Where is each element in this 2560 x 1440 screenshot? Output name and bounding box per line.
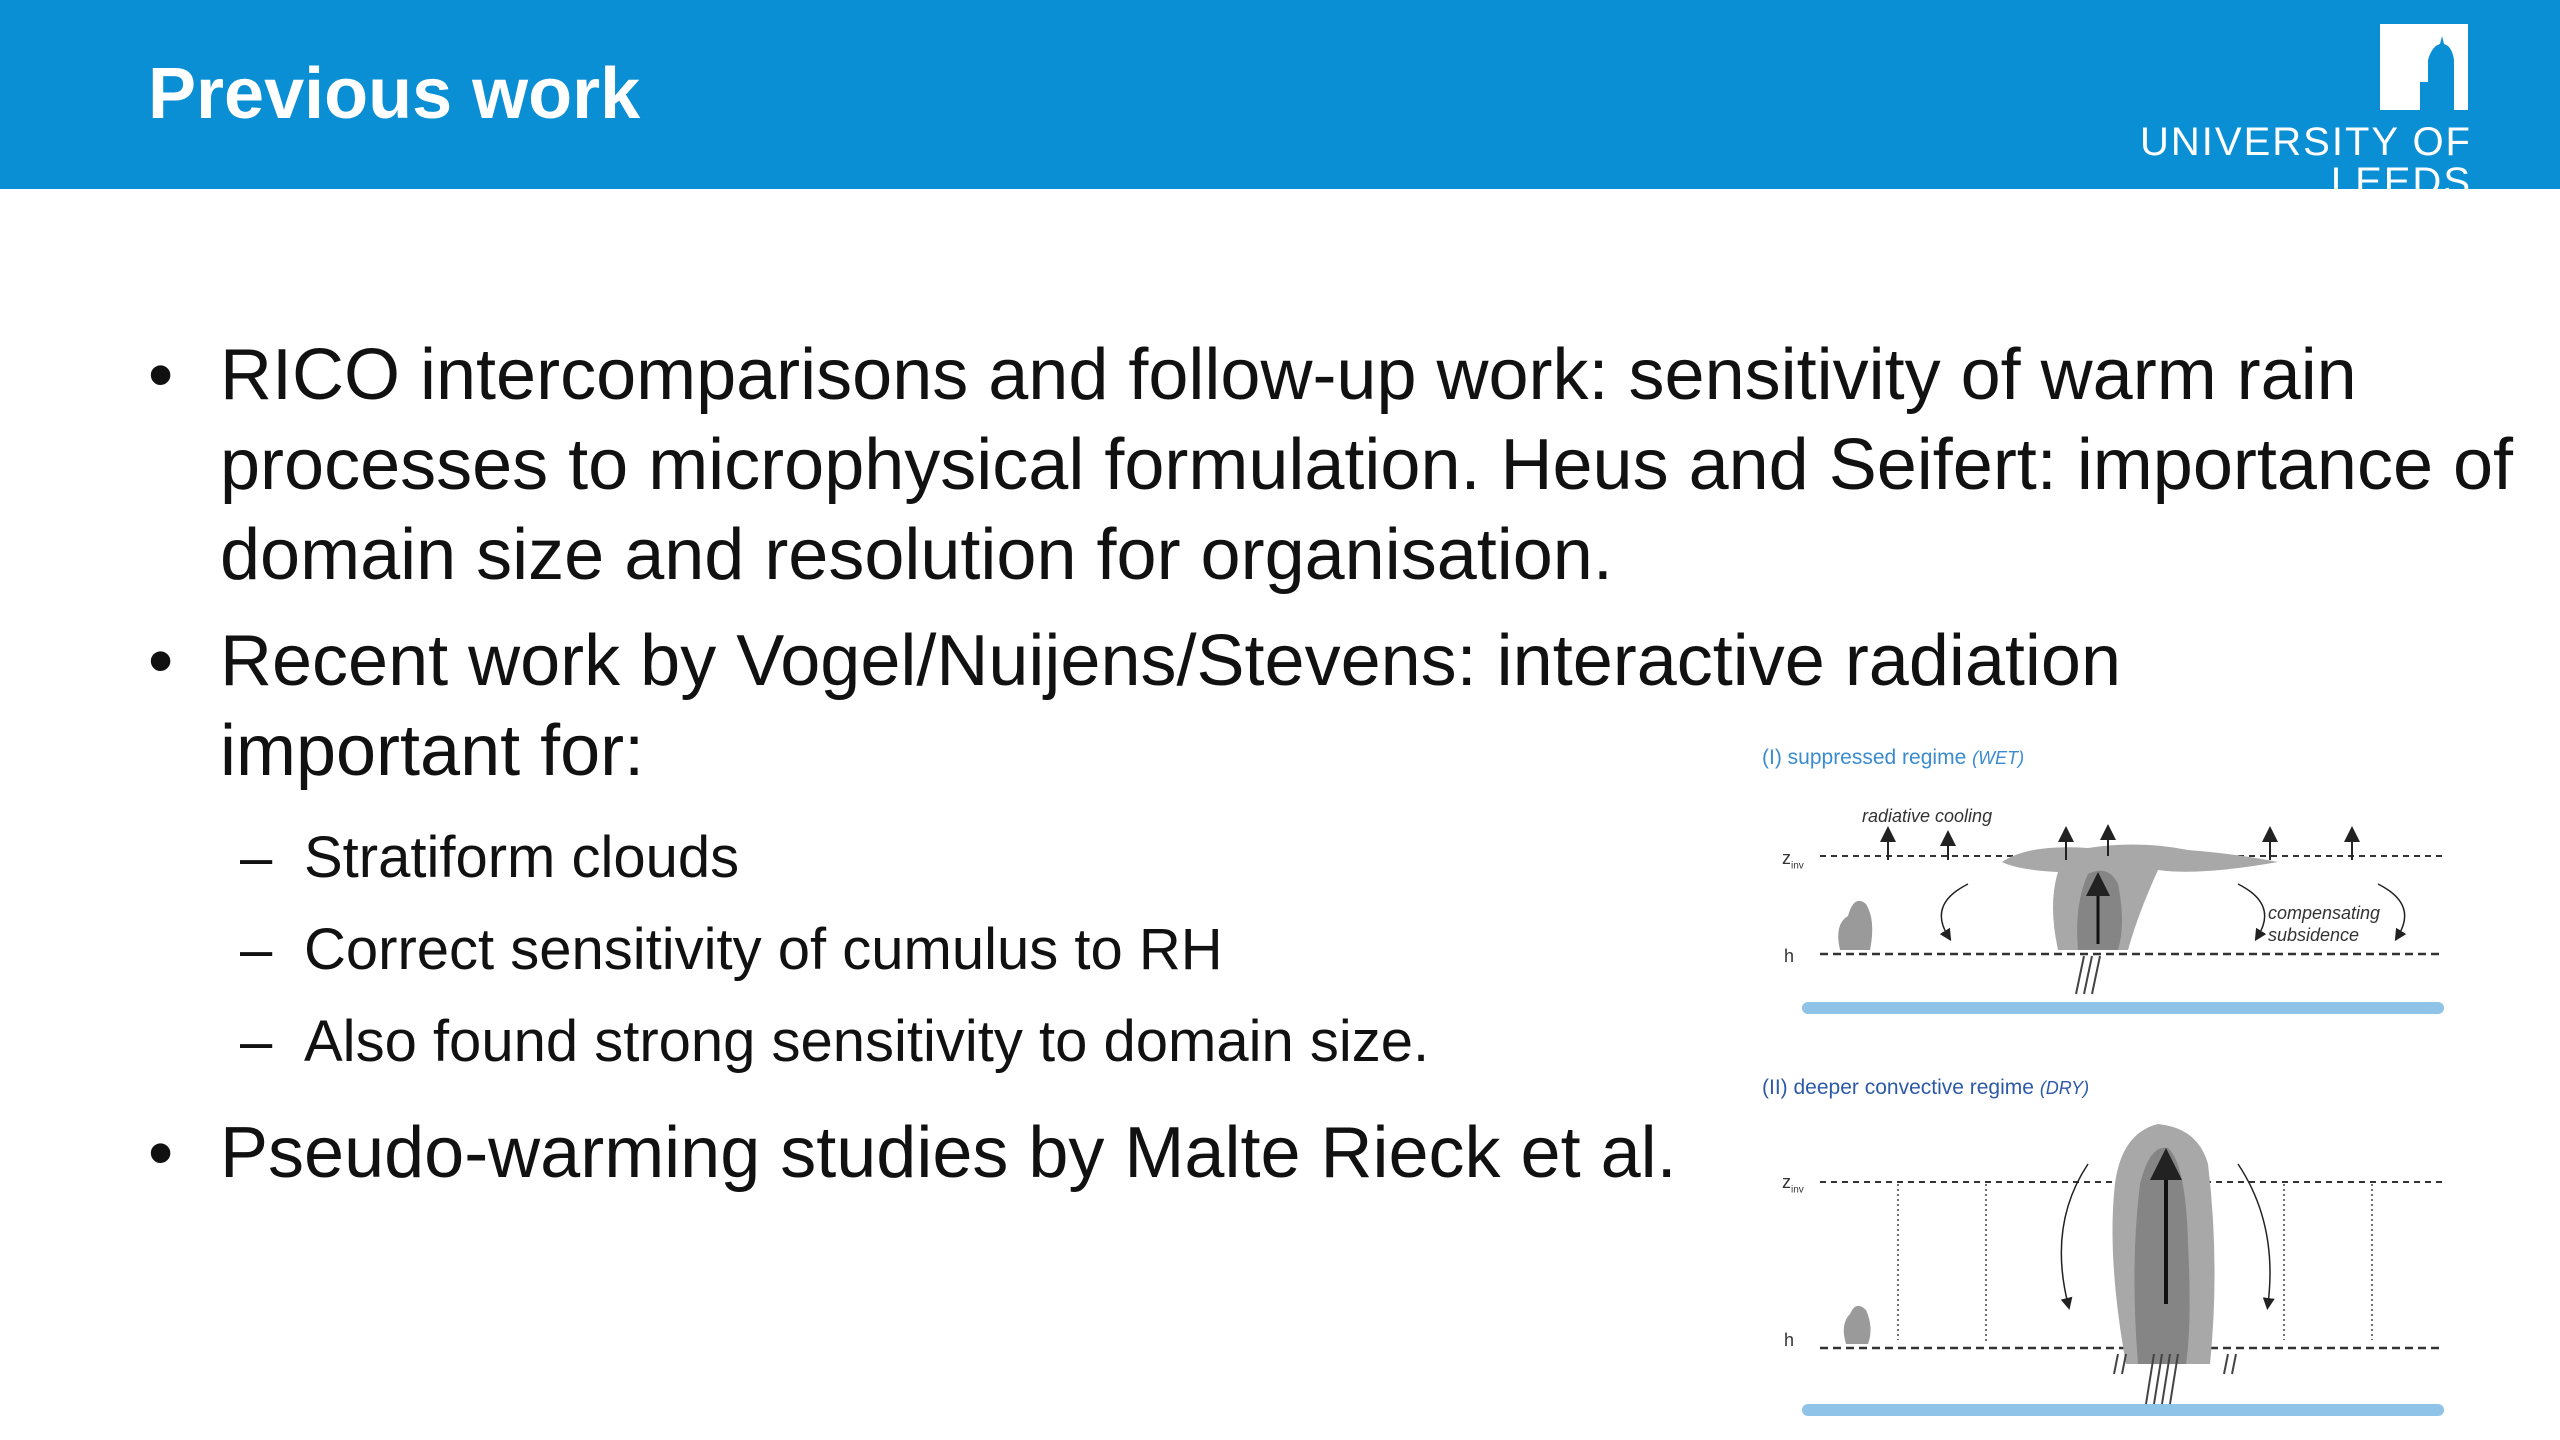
- university-logo-icon: [2380, 24, 2468, 110]
- zinv-label-2: $z_{inv}$: [1782, 1172, 1804, 1196]
- bullet-marker: •: [148, 335, 174, 415]
- h-label-1: h: [1784, 946, 1795, 966]
- sub-text: Correct sensitivity of cumulus to RH: [304, 917, 1223, 982]
- dash-marker: –: [240, 917, 273, 982]
- subsidence-label: compensating subsidence: [2268, 903, 2381, 945]
- bullet-text: Pseudo-warming studies by Malte Rieck et al.: [220, 1113, 1677, 1193]
- bullet-marker: •: [148, 1113, 174, 1193]
- slide-title: Previous work: [148, 54, 641, 134]
- zinv-label-1: $z_{inv}$: [1782, 848, 1804, 872]
- bullet-marker: •: [148, 621, 174, 701]
- bullet-item-pseudo-warming: [148, 1108, 1720, 1198]
- bullet-text: RICO intercomparisons and follow-up work: sensitivity of warm rain processes to microphysical formulation. Heus and Seifert: importance of domain size and resolution for organisation.: [220, 335, 2514, 595]
- dash-marker: –: [240, 1009, 273, 1074]
- header-bar: [0, 0, 2560, 204]
- panel2-label: (II) deeper convective regime (DRY): [1762, 1076, 2090, 1099]
- regime-diagram: [1758, 744, 2458, 1434]
- radiative-cooling-label: radiative cooling: [1862, 806, 1993, 826]
- panel1-label: (I) suppressed regime (WET): [1762, 746, 2025, 769]
- bullet-text: Recent work by Vogel/Nuijens/Stevens: interactive radiation important for:: [220, 621, 2122, 791]
- university-name: UNIVERSITY OF LEEDS: [2140, 120, 2472, 204]
- bullet-item-rico: [148, 330, 2520, 600]
- dash-marker: –: [240, 825, 273, 890]
- convection-regime-figure: [1758, 744, 2458, 1434]
- sub-text: Also found strong sensitivity to domain size.: [304, 1009, 1430, 1074]
- h-label-2: h: [1784, 1330, 1795, 1350]
- sub-text: Stratiform clouds: [304, 825, 740, 890]
